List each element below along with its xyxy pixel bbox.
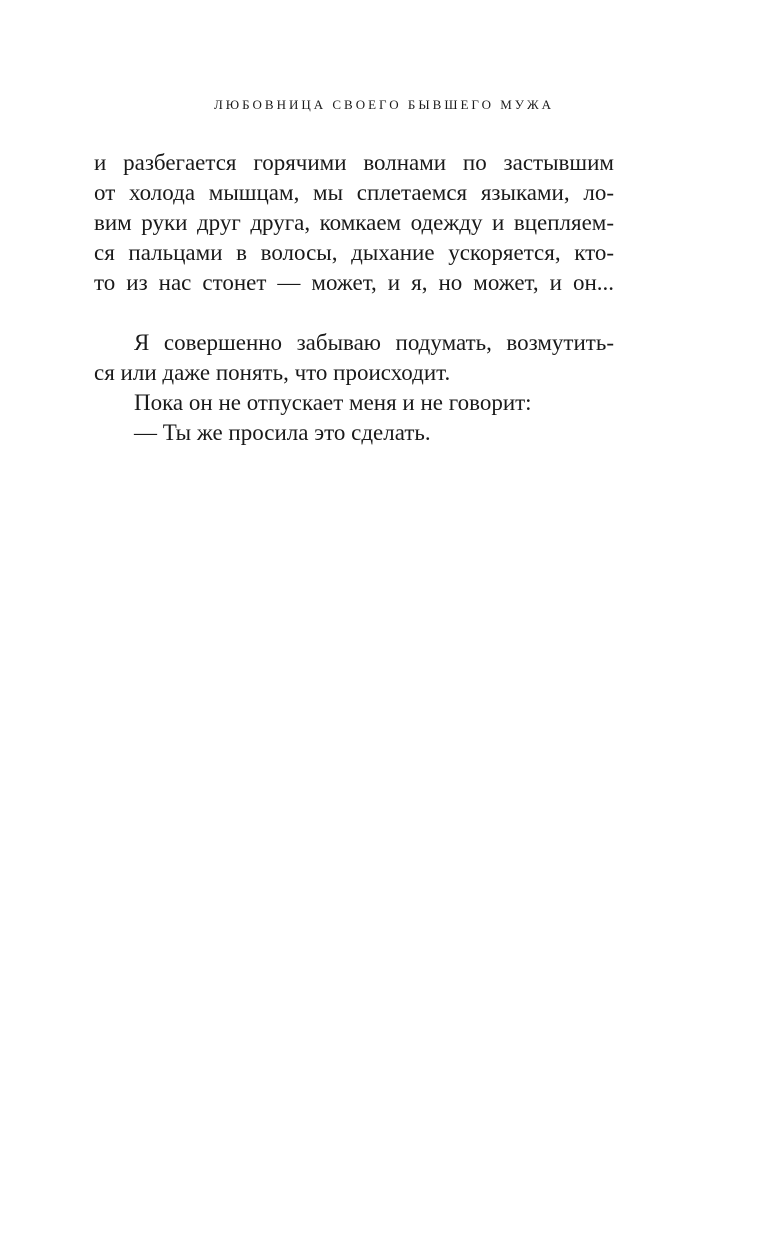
- body-text: [94, 148, 614, 448]
- text-line: то из нас стонет — может, и я, но может, и он...: [94, 270, 614, 295]
- paragraph: [94, 418, 614, 448]
- text-line: Пока он не отпускает меня и не говорит:: [134, 390, 532, 415]
- text-line: вим руки друг друга, комкаем одежду и вцепляем-: [94, 210, 614, 235]
- text-line: ся или даже понять, что происходит.: [94, 360, 451, 385]
- paragraph: [94, 148, 614, 298]
- text-line: Я совершенно забываю подумать, возмутить-: [134, 330, 614, 355]
- dialogue-line: — Ты же просила это сделать.: [134, 420, 431, 445]
- text-line: и разбегается горячими волнами по застывшим: [94, 150, 614, 175]
- paragraph-gap: [94, 298, 614, 328]
- paragraph: [94, 328, 614, 388]
- text-line: от холода мышцам, мы сплетаемся языками, ло-: [94, 180, 614, 205]
- text-line: ся пальцами в волосы, дыхание ускоряется, кто-: [94, 240, 614, 265]
- running-head: ЛЮБОВНИЦА СВОЕГО БЫВШЕГО МУЖА: [213, 97, 555, 112]
- paragraph: [94, 388, 614, 418]
